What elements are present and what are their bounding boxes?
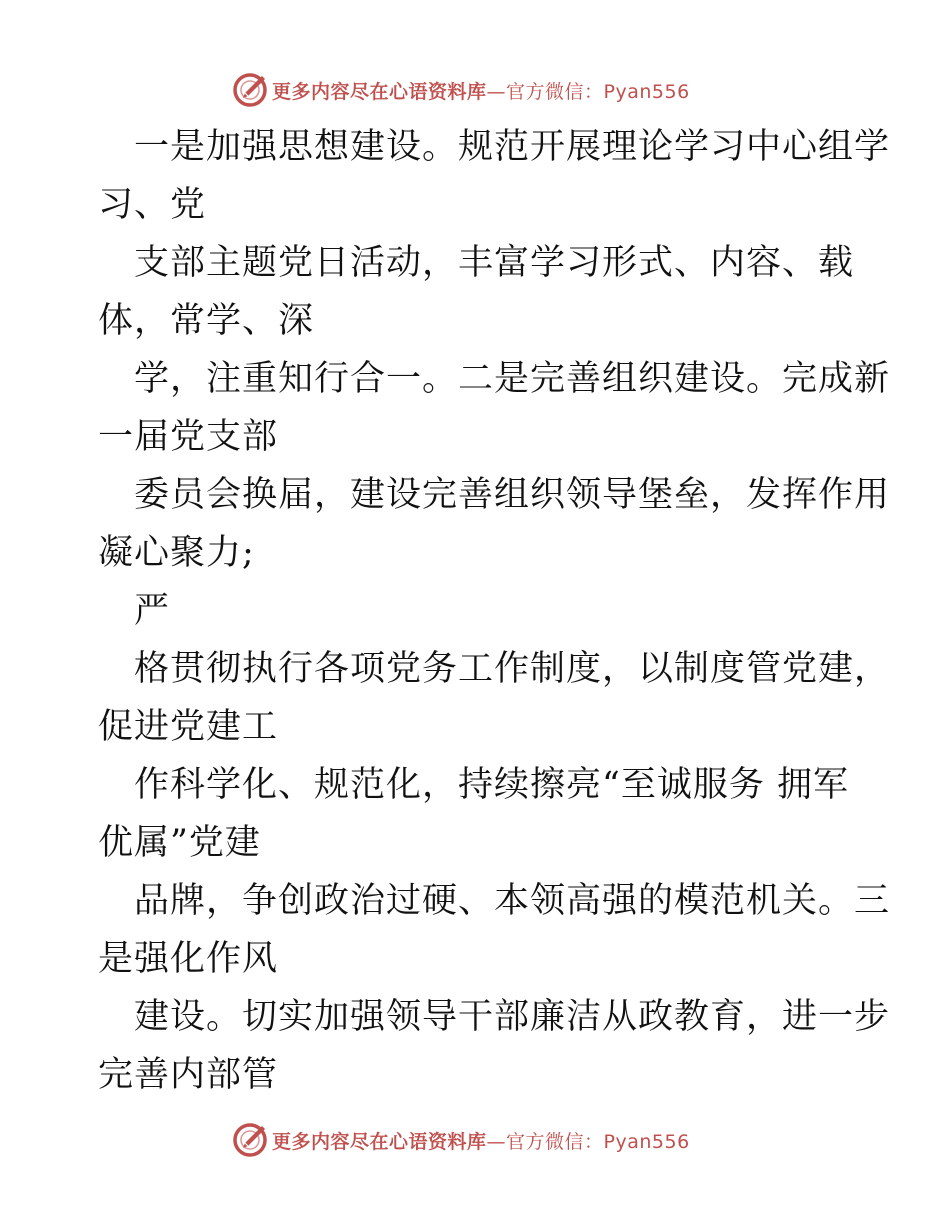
footer-banner (232, 1120, 752, 1160)
text-line: 一届党支部 (98, 417, 279, 457)
text-line: 一是加强思想建设。规范开展理论学习中心组学 (134, 127, 891, 167)
text-line: 严 (134, 591, 171, 631)
text-line: 完善内部管 (98, 1055, 279, 1095)
text-line: 建设。切实加强领导干部廉洁从政教育，进一步 (134, 997, 891, 1037)
text-line: 凝心聚力; (98, 533, 255, 573)
text-line: 委员会换届，建设完善组织领导堡垒，发挥作用 (134, 475, 891, 515)
text-line: 优属”党建 (98, 823, 261, 863)
text-line: 学，注重知行合一。二是完善组织建设。完成新 (134, 359, 891, 399)
header-banner-lead: 更多内容尽在心语资料库 (272, 80, 487, 103)
footer-banner-tail: —官方微信：Pyan556 (486, 1130, 690, 1153)
quill-logo-icon (232, 1122, 268, 1158)
text-line: 是强化作风 (98, 939, 279, 979)
text-line: 支部主题党日活动，丰富学习形式、内容、载 (134, 243, 855, 283)
text-line: 格贯彻执行各项党务工作制度，以制度管党建， (134, 649, 891, 689)
text-line: 体，常学、深 (98, 301, 315, 341)
text-line: 品牌，争创政治过硬、本领高强的模范机关。三 (134, 881, 891, 921)
text-line: 习、党 (98, 185, 207, 225)
footer-banner-text (272, 1127, 690, 1154)
text-line: 作科学化、规范化，持续擦亮“至诚服务 拥军 (134, 765, 850, 805)
header-banner-tail: —官方微信：Pyan556 (486, 80, 690, 103)
header-banner-text (272, 77, 690, 104)
quill-logo-icon (232, 72, 268, 108)
footer-banner-lead: 更多内容尽在心语资料库 (272, 1130, 487, 1153)
header-banner (232, 70, 752, 110)
text-line: 促进党建工 (98, 707, 279, 747)
document-body (98, 118, 891, 1104)
